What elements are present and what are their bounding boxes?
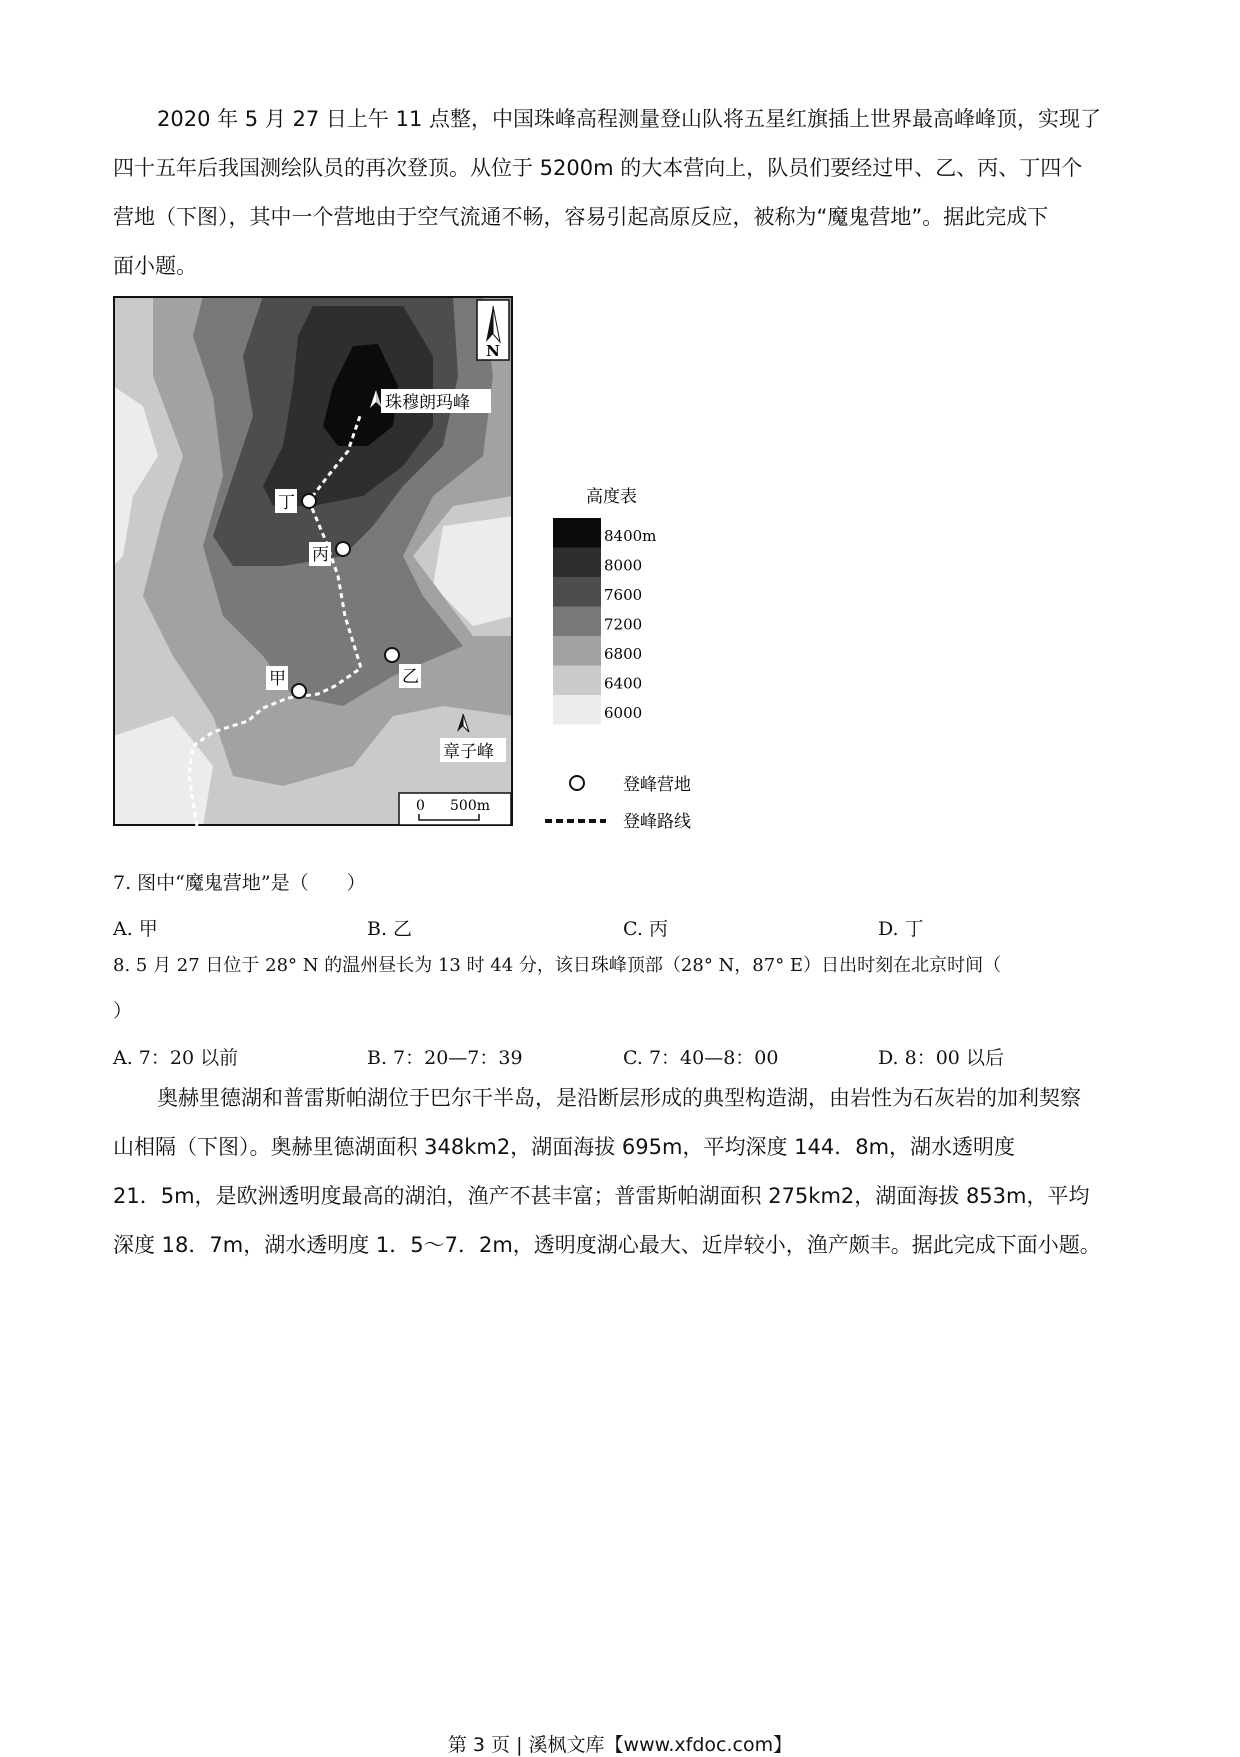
- legend-swatch: [553, 666, 601, 696]
- elevation-legend: [545, 487, 691, 832]
- legend-camp-label: 登峰营地: [623, 775, 691, 795]
- q7-option-b[interactable]: B. 乙: [367, 918, 413, 940]
- legend-swatch: [553, 636, 601, 666]
- scale-zero: 0: [416, 798, 425, 814]
- north-arrow-icon: [477, 300, 509, 360]
- legend-level-label: 6000: [604, 704, 643, 723]
- intro-paragraph-lakes: [113, 1074, 1123, 1270]
- camp-bing-marker: [336, 542, 350, 556]
- legend-title: 高度表: [586, 487, 637, 507]
- question-7-stem: 7. 图中“魔鬼营地”是（ ）: [113, 872, 366, 894]
- legend-level-label: 6800: [604, 645, 643, 664]
- q8-option-c[interactable]: C. 7：40—8：00: [623, 1047, 779, 1069]
- intro-line: 2020 年 5 月 27 日上午 11 点整，中国珠峰高程测量登山队将五星红旗插上世界最高峰峰顶，实现了: [157, 107, 1101, 131]
- legend-swatch: [553, 607, 601, 637]
- legend-level-label: 6400: [604, 674, 643, 693]
- legend-level-label: 8000: [604, 556, 643, 575]
- intro-line: 深度 18．7m，湖水透明度 1．5～7．2m，透明度湖心最大、近岸较小，渔产颇丰。据此完成下面小题。: [113, 1233, 1101, 1257]
- q8-option-b[interactable]: B. 7：20—7：39: [367, 1047, 523, 1069]
- legend-level-label: 7600: [604, 586, 643, 605]
- legend-swatch: [553, 695, 601, 725]
- legend-swatch: [553, 577, 601, 607]
- page-footer: 第 3 页 | 溪枫文库【www.xfdoc.com】: [447, 1734, 793, 1756]
- camp-bing-label: 丙: [312, 545, 329, 565]
- everest-route-map: [113, 296, 713, 836]
- question-8-stem: 8. 5 月 27 日位于 28° N 的温州昼长为 13 时 44 分，该日珠峰顶部（28° N，87° E）日出时刻在北京时间（: [113, 955, 1002, 976]
- camp-ding-label: 丁: [278, 493, 295, 513]
- q7-option-c[interactable]: C. 丙: [623, 918, 668, 940]
- north-label: N: [486, 342, 500, 360]
- intro-paragraph-everest: [113, 95, 1123, 291]
- intro-line: 21．5m，是欧洲透明度最高的湖泊，渔产不甚丰富；普雷斯帕湖面积 275km2，湖面海拔 853m，平均: [113, 1184, 1090, 1208]
- intro-line: 山相隔（下图）。奥赫里德湖面积 348km2，湖面海拔 695m，平均深度 144．8m，湖水透明度: [113, 1135, 1016, 1159]
- intro-line: 营地（下图），其中一个营地由于空气流通不畅，容易引起高原反应，被称为“魔鬼营地”。据此完成下: [113, 205, 1049, 229]
- question-8-stem-line2: ）: [113, 1000, 133, 1022]
- camp-jia-marker: [292, 684, 306, 698]
- intro-line: 奥赫里德湖和普雷斯帕湖位于巴尔干半岛，是沿断层形成的典型构造湖，由岩性为石灰岩的加利契察: [157, 1086, 1081, 1110]
- camp-yi-label: 乙: [402, 667, 419, 687]
- legend-swatch: [553, 518, 601, 548]
- camp-yi-marker: [385, 648, 399, 662]
- scale-bar: [399, 793, 511, 825]
- q7-option-d[interactable]: D. 丁: [878, 918, 924, 940]
- legend-swatch: [553, 548, 601, 578]
- zhangzi-label: 章子峰: [443, 742, 494, 762]
- everest-route-map-figure: [113, 296, 713, 840]
- legend-route-label: 登峰路线: [623, 812, 691, 832]
- intro-line: 面小题。: [113, 254, 197, 278]
- legend-level-label: 7200: [604, 615, 643, 634]
- camp-jia-label: 甲: [269, 669, 286, 689]
- everest-label: 珠穆朗玛峰: [385, 393, 470, 413]
- legend-level-label: 8400m: [604, 527, 657, 546]
- q8-option-d[interactable]: D. 8：00 以后: [878, 1047, 1004, 1069]
- intro-line: 四十五年后我国测绘队员的再次登顶。从位于 5200m 的大本营向上，队员们要经过甲、乙、丙、丁四个: [113, 156, 1083, 180]
- camp-ding-marker: [302, 494, 316, 508]
- scale-length: 500m: [450, 798, 490, 814]
- q7-option-a[interactable]: A. 甲: [113, 918, 158, 940]
- legend-camp-icon: [570, 776, 584, 790]
- q8-option-a[interactable]: A. 7：20 以前: [113, 1047, 239, 1069]
